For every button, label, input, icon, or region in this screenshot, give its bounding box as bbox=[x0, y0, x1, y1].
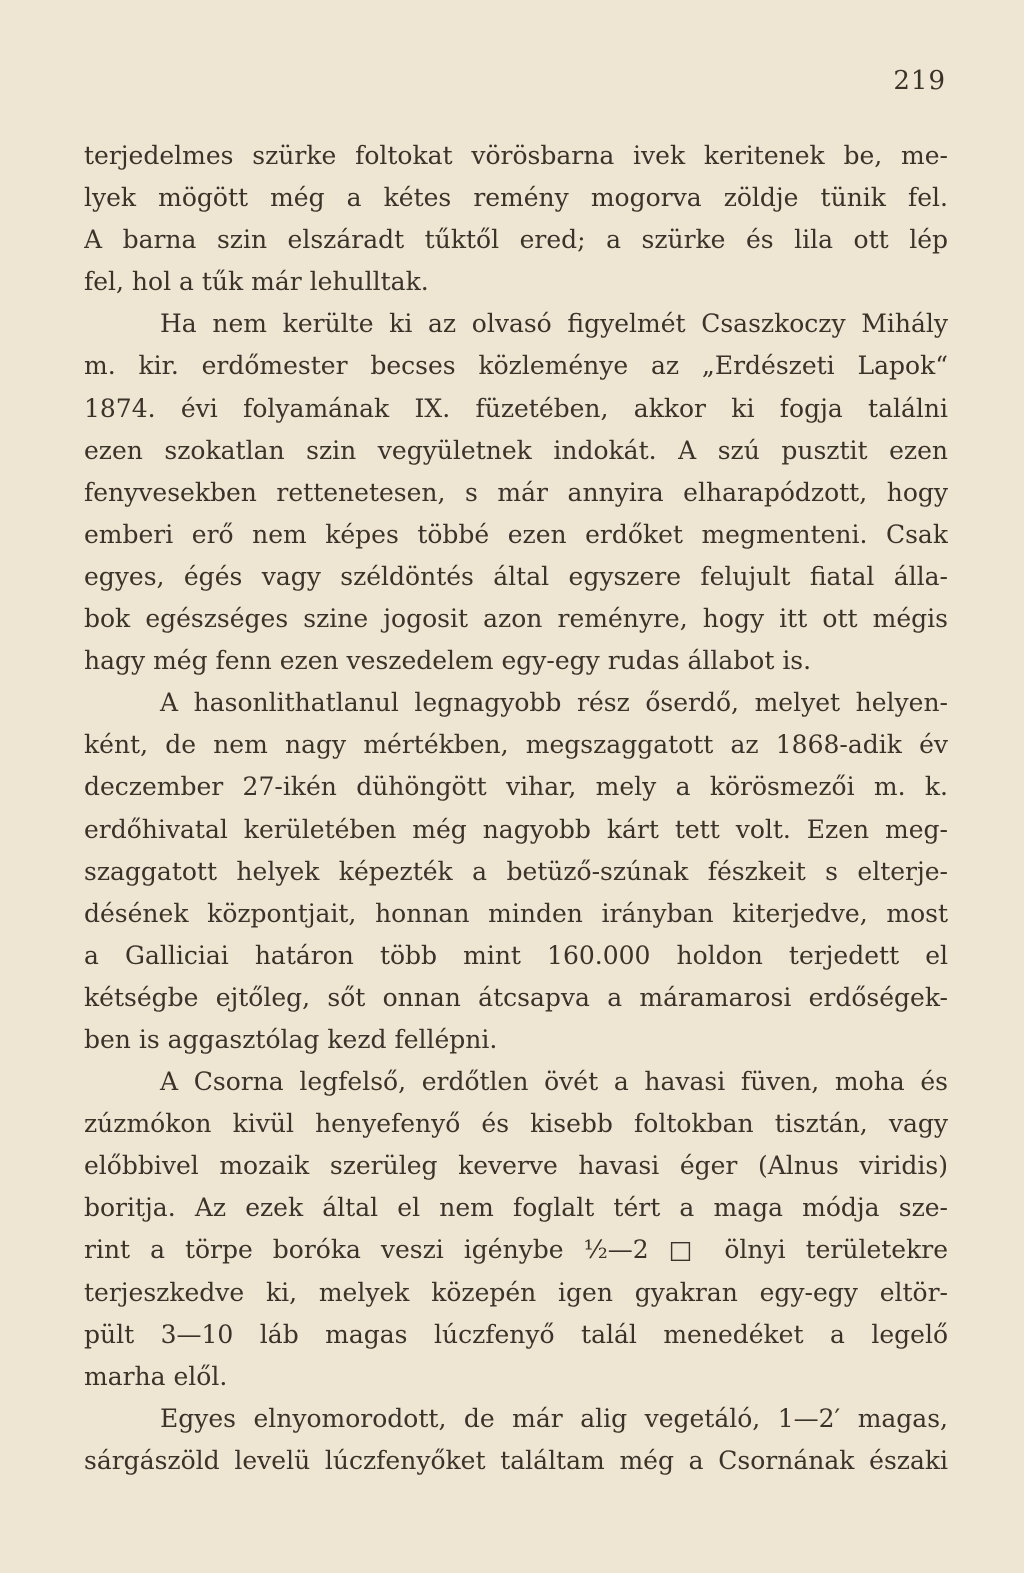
text-line: rint a törpe boróka veszi igénybe ½—2 □ ölnyi területekre bbox=[84, 1235, 948, 1265]
text-line: kétségbe ejtőleg, sőt onnan átcsapva a máramarosi erdőségek- bbox=[84, 982, 948, 1012]
text-line: zúzmókon kivül henyefenyő és kisebb foltokban tisztán, vagy bbox=[84, 1109, 948, 1139]
page-number: 219 bbox=[893, 66, 946, 96]
text-line: egyes, égés vagy széldöntés által egyszere felujult fiatal álla- bbox=[84, 561, 948, 591]
text-line: hagy még fenn ezen veszedelem egy-egy rudas állabot is. bbox=[84, 646, 812, 676]
text-line: marha elől. bbox=[84, 1361, 228, 1391]
text-line: ezen szokatlan szin vegyületnek indokát. A szú pusztit ezen bbox=[84, 435, 948, 465]
text-line: A Csorna legfelső, erdőtlen övét a havasi füven, moha és bbox=[160, 1067, 948, 1097]
text-line: fenyvesekben rettenetesen, s már annyira elharapódzott, hogy bbox=[84, 477, 948, 507]
body-text bbox=[84, 135, 948, 1482]
text-line: m. kir. erdőmester becses közleménye az „Erdészeti Lapok“ bbox=[84, 351, 948, 381]
text-line: A barna szin elszáradt tűktől ered; a szürke és lila ott lép bbox=[84, 225, 948, 255]
text-line: a Galliciai határon több mint 160.000 holdon terjedett el bbox=[84, 940, 948, 970]
text-line: előbbivel mozaik szerüleg keverve havasi éger (Alnus viridis) bbox=[84, 1151, 948, 1181]
text-line: lyek mögött még a kétes remény mogorva zöldje tünik fel. bbox=[84, 183, 948, 213]
text-line: Egyes elnyomorodott, de már alig vegetáló, 1—2′ magas, bbox=[160, 1403, 948, 1433]
text-line: terjeszkedve ki, melyek közepén igen gyakran egy-egy eltör- bbox=[84, 1277, 948, 1307]
text-line: ként, de nem nagy mértékben, megszaggatott az 1868-adik év bbox=[84, 730, 948, 760]
text-line: fel, hol a tűk már lehulltak. bbox=[84, 267, 429, 297]
text-line: erdőhivatal kerületében még nagyobb kárt tett volt. Ezen meg- bbox=[84, 814, 948, 844]
text-line: bok egészséges szine jogosit azon reményre, hogy itt ott mégis bbox=[84, 604, 948, 634]
text-line: 1874. évi folyamának IX. füzetében, akkor ki fogja találni bbox=[84, 393, 948, 423]
text-line: Ha nem kerülte ki az olvasó figyelmét Csaszkoczy Mihály bbox=[160, 309, 948, 339]
text-line: emberi erő nem képes többé ezen erdőket megmenteni. Csak bbox=[84, 519, 948, 549]
text-line: A hasonlithatlanul legnagyobb rész őserdő, melyet helyen- bbox=[160, 688, 948, 718]
text-line: deczember 27-ikén dühöngött vihar, mely a körösmezői m. k. bbox=[84, 772, 948, 802]
text-line: pült 3—10 láb magas lúczfenyő talál menedéket a legelő bbox=[84, 1319, 948, 1349]
text-line: désének központjait, honnan minden irányban kiterjedve, most bbox=[84, 898, 948, 928]
text-line: ben is aggasztólag kezd fellépni. bbox=[84, 1024, 498, 1054]
text-line: szaggatott helyek képezték a betüző-szúnak fészkeit s elterje- bbox=[84, 856, 948, 886]
text-line: sárgászöld levelü lúczfenyőket találtam még a Csornának északi bbox=[84, 1445, 948, 1475]
text-line: terjedelmes szürke foltokat vörösbarna ivek keritenek be, me- bbox=[84, 141, 948, 170]
text-line: boritja. Az ezek által el nem foglalt tért a maga módja sze- bbox=[84, 1193, 948, 1223]
